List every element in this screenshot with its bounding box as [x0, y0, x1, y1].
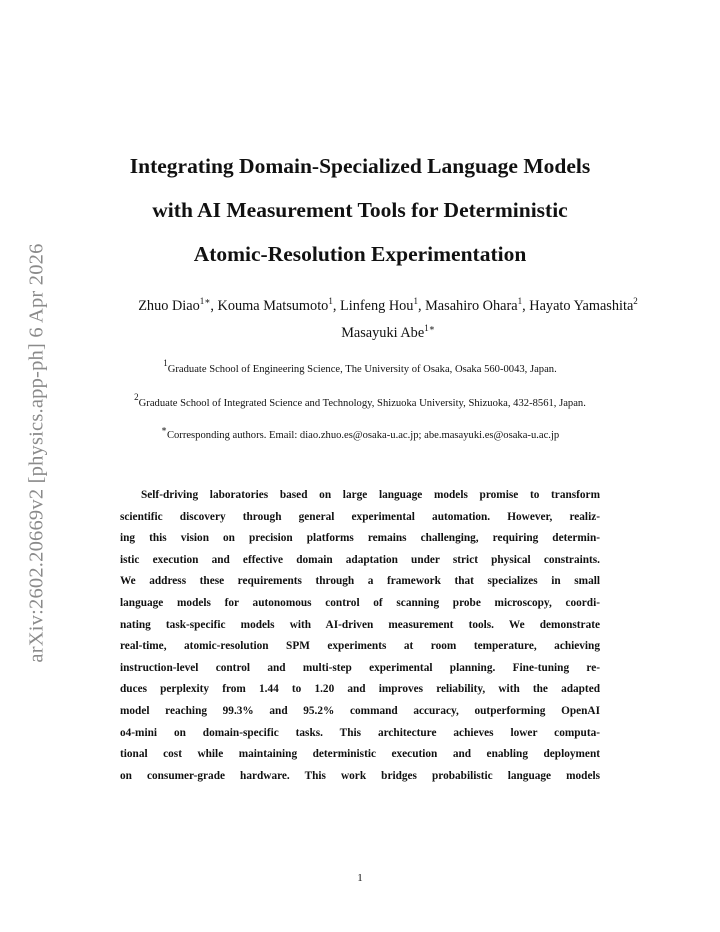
- author-name: Masahiro Ohara: [425, 298, 518, 314]
- affiliation-1: [0, 358, 720, 375]
- author-name: Zhuo Diao: [138, 298, 200, 314]
- corresponding-email-text: Corresponding authors. Email: diao.zhuo.es@osaka-u.ac.jp; abe.masayuki.es@osaka-u.ac.jp: [166, 430, 560, 441]
- title-line: Atomic-Resolution Experimentation: [193, 242, 527, 266]
- abstract-line: model reaching 99.3% and 95.2% command accuracy, outperforming OpenAI: [120, 704, 600, 717]
- abstract-line: real-time, atomic-resolution SPM experiments at room temperature, achieving: [120, 640, 600, 653]
- author-name: Masayuki Abe: [341, 325, 425, 341]
- affiliation-text: Graduate School of Engineering Science, The University of Osaka, Osaka 560-0043, Japan.: [167, 364, 557, 375]
- author-affiliation-mark: 1: [413, 296, 418, 306]
- corresponding-authors: [0, 424, 720, 441]
- abstract-line: Self-driving laboratories based on large language models promise to transform: [141, 489, 600, 501]
- author-affiliation-mark: 1∗: [424, 323, 435, 333]
- paper-title: [0, 144, 720, 276]
- abstract-line: duces perplexity from 1.44 to 1.20 and improves reliability, with the adapted: [120, 683, 600, 696]
- affiliation-2: [0, 392, 720, 409]
- author-name: Hayato Yamashita: [529, 298, 634, 314]
- abstract: [120, 485, 600, 787]
- abstract-line: ing this vision on precision platforms remains challenging, requiring determin-: [120, 532, 600, 545]
- abstract-line: scientific discovery through general experimental automation. However, realiz-: [120, 510, 600, 523]
- arxiv-sidebar: [17, 222, 57, 684]
- author-affiliation-mark: 1: [328, 296, 333, 306]
- author-name: Kouma Matsumoto: [217, 298, 329, 314]
- title-line: Integrating Domain-Specialized Language Models: [129, 154, 591, 178]
- author-list: [0, 293, 720, 347]
- abstract-line: on consumer-grade hardware. This work bridges probabilistic language models: [120, 769, 600, 782]
- abstract-line: language models for autonomous control of scanning probe microscopy, coordi-: [120, 596, 600, 609]
- affiliation-mark: 2: [134, 392, 139, 402]
- author-affiliation-mark: 2: [633, 296, 638, 306]
- abstract-line: o4-mini on domain-specific tasks. This architecture achieves lower computa-: [120, 726, 600, 739]
- affiliation-text: Graduate School of Integrated Science and Technology, Shizuoka University, Shizuoka, 432-8561, Japan.: [138, 398, 586, 409]
- author-line-2: [0, 320, 720, 347]
- abstract-line: tional cost while maintaining deterministic execution and enabling deployment: [120, 748, 600, 761]
- page-number: 1: [357, 872, 363, 884]
- author-affiliation-mark: 1: [517, 296, 523, 306]
- abstract-line: instruction-level control and multi-step experimental planning. Fine-tuning re-: [120, 661, 600, 674]
- affiliation-mark: 1: [163, 358, 168, 368]
- arxiv-identifier: arXiv:2602.20669v2 [physics.app-ph] 6 Apr 2026: [25, 243, 48, 663]
- abstract-line: nating task-specific models with AI-driven measurement tools. We demonstrate: [120, 618, 600, 631]
- author-name: Linfeng Hou: [339, 298, 414, 314]
- title-line: with AI Measurement Tools for Deterministic: [152, 198, 568, 222]
- abstract-line: istic execution and effective domain adaptation under strict physical constraints.: [120, 553, 600, 566]
- abstract-line: We address these requirements through a framework that specializes in small: [120, 575, 600, 588]
- author-affiliation-mark: 1∗: [199, 296, 211, 306]
- author-line-1: Zhuo Diao$^{1∗}$, Kouma Matsumoto$^1$, Linfeng Hou$^1$, Masahiro Ohara$^1$, Hayato Yamashita$^2$: [138, 296, 638, 314]
- corresponding-mark: ∗: [160, 424, 167, 434]
